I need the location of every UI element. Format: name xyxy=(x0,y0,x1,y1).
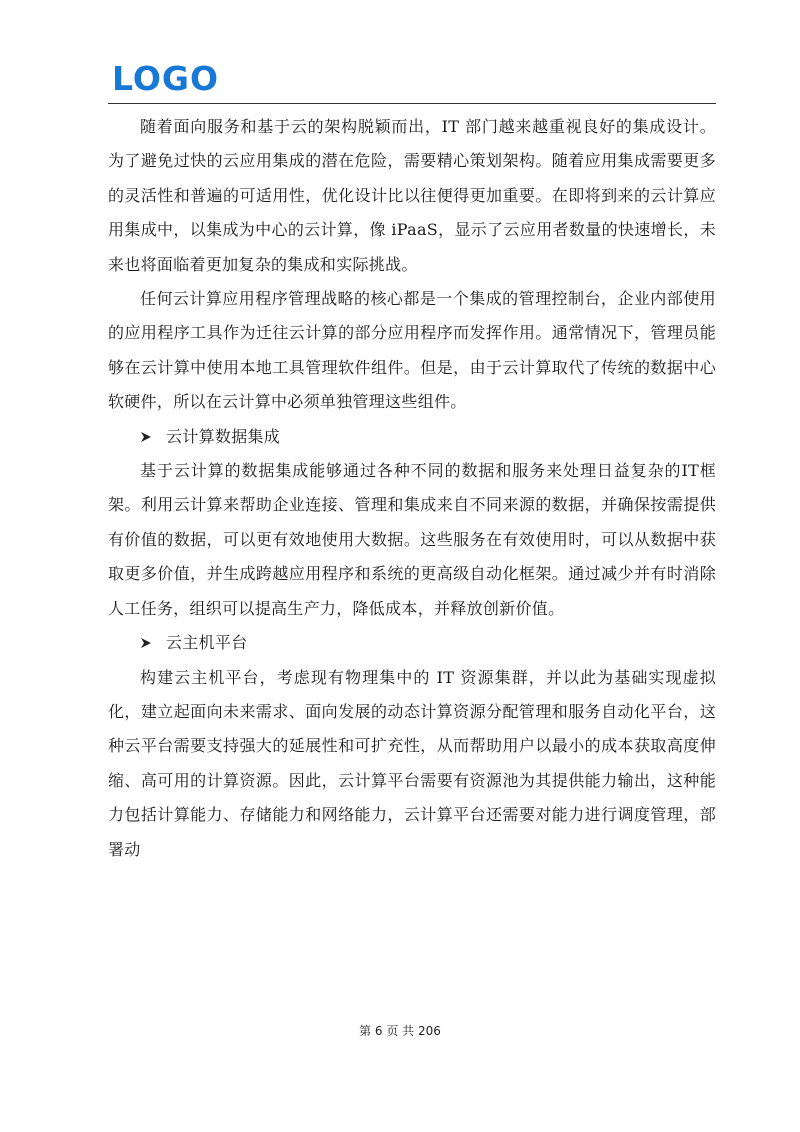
arrow-bullet-icon xyxy=(140,431,152,443)
paragraph-4: 构建云主机平台，考虑现有物理集中的 IT 资源集群，并以此为基础实现虚拟化，建立起面向未来需求、面向发展的动态计算资源分配管理和服务自动化平台，这种云平台需要支持强大的延展性和可扩充性，从而帮助用户以最小的成本获取高度伸缩、高可用的计算资源。因此，云计算平台需要有资源池为其提供能力输出，这种能力包括计算能力、存储能力和网络能力，云计算平台还需要对能力进行调度管理，部署动 xyxy=(108,667,716,859)
paragraph-1: 随着面向服务和基于云的架构脱颖而出，IT 部门越来越重视良好的集成设计。为了避免过快的云应用集成的潜在危险，需要精心策划架构。随着应用集成需要更多的灵活性和普遍的可适用性，优化设计比以往便得更加重要。在即将到来的云计算应用集成中，以集成为中心的云计算，像 iPaaS，显示了云应用者数量的快速增长，未来也将面临着更加复杂的集成和实际挑战。 xyxy=(108,117,716,274)
bullet-heading-1-text: 云计算数据集成 xyxy=(166,426,281,446)
bullet-heading-2-text: 云主机平台 xyxy=(166,633,248,653)
bullet-heading-2 xyxy=(108,626,716,660)
paragraph-3: 基于云计算的数据集成能够通过各种不同的数据和服务来处理日益复杂的IT框架。利用云计算来帮助企业连接、管理和集成来自不同来源的数据，并确保按需提供有价值的数据，可以更有效地使用大数据。这些服务在有效使用时，可以从数据中获取更多价值，并生成跨越应用程序和系统的更高级自动化框架。通过减少并有时消除人工任务，组织可以提高生产力，降低成本，并释放创新价值。 xyxy=(108,461,716,618)
arrow-bullet-icon xyxy=(140,637,152,649)
bullet-heading-1 xyxy=(108,420,716,454)
paragraph-2: 任何云计算应用程序管理战略的核心都是一个集成的管理控制台，企业内部使用的应用程序工具作为迁往云计算的部分应用程序而发挥作用。通常情况下，管理员能够在云计算中使用本地工具管理软件组件。但是，由于云计算取代了传统的数据中心软硬件，所以在云计算中必须单独管理这些组件。 xyxy=(108,289,716,412)
logo xyxy=(112,59,220,98)
page-number: 第 6 页 共 206 xyxy=(359,1024,441,1038)
header-divider xyxy=(108,103,716,104)
logo-text: LOGO xyxy=(112,59,220,98)
document-body xyxy=(108,110,716,867)
